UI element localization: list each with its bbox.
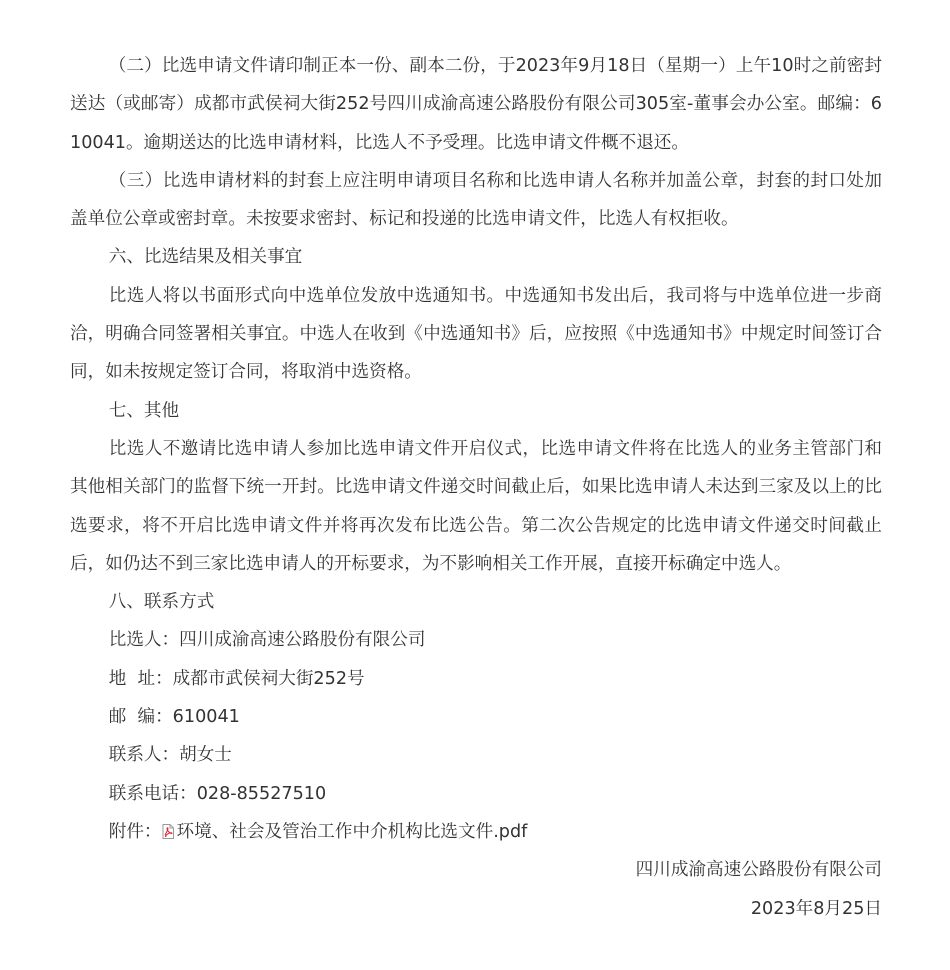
paragraph-submission: （二）比选申请文件请印制正本一份、副本二份，于2023年9月18日（星期一）上午10时之前密封送达（或邮寄）成都市武侯祠大街252号四川成渝高速公路股份有限公司305室-董事会办公室。邮编：610041。逾期送达的比选申请材料，比选人不予受理。比选申请文件概不退还。: [70, 56, 882, 153]
section-heading-results: 六、比选结果及相关事宜: [108, 247, 303, 268]
contact-selector: 比选人：四川成渝高速公路股份有限公司: [108, 630, 426, 651]
pdf-file-icon: [162, 824, 174, 839]
contact-address: 地 址：成都市武侯祠大街252号: [108, 668, 365, 689]
section-heading-contact: 八、联系方式: [108, 592, 215, 613]
contact-postcode: 邮 编：610041: [108, 707, 240, 728]
attachment-label: 附件：: [108, 821, 162, 842]
contact-phone: 联系电话：028-85527510: [108, 783, 327, 804]
paragraph-other: 比选人不邀请比选申请人参加比选申请文件开启仪式，比选申请文件将在比选人的业务主管部门和其他相关部门的监督下统一开封。比选申请文件递交时间截止后，如果比选申请人未达到三家及以上的比选要求，将不开启比选申请文件并将再次发布比选公告。第二次公告规定的比选申请文件递交时间截止后，如仍达不到三家比选申请人的开标要求，为不影响相关工作开展，直接开标确定中选人。: [70, 438, 882, 574]
attachment-filename: 环境、社会及管治工作中介机构比选文件.pdf: [176, 821, 528, 842]
signature-date: 2023年8月25日: [750, 898, 882, 919]
attachment-link[interactable]: [162, 822, 528, 842]
paragraph-sealing: （三）比选申请材料的封套上应注明申请项目名称和比选申请人名称并加盖公章，封套的封口处加盖单位公章或密封章。未按要求密封、标记和投递的比选申请文件，比选人有权拒收。: [70, 170, 882, 230]
contact-person: 联系人：胡女士: [108, 745, 232, 766]
section-heading-other: 七、其他: [108, 400, 180, 421]
attachment-line: [70, 813, 882, 851]
signature-company: 四川成渝高速公路股份有限公司: [635, 860, 882, 881]
paragraph-results: 比选人将以书面形式向中选单位发放中选通知书。中选通知书发出后，我司将与中选单位进一步商洽，明确合同签署相关事宜。中选人在收到《中选通知书》后，应按照《中选通知书》中规定时间签订合同，如未按规定签订合同，将取消中选资格。: [70, 285, 882, 383]
